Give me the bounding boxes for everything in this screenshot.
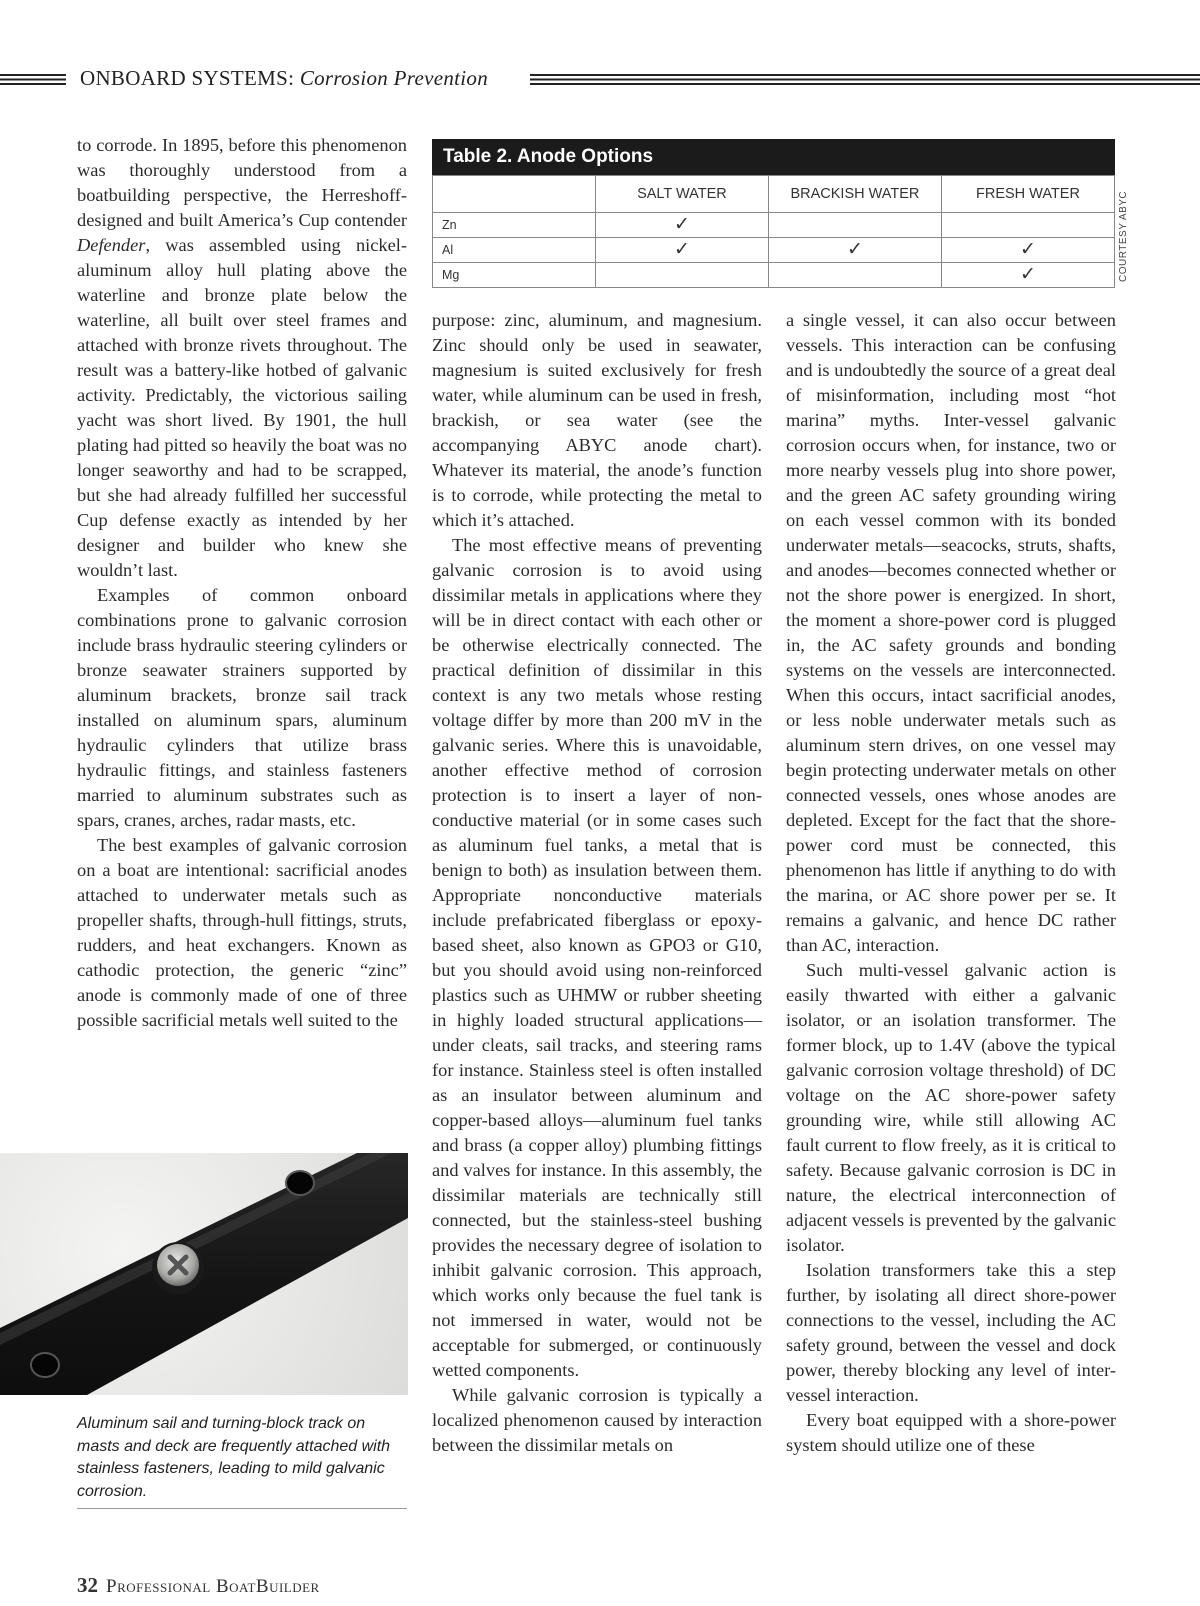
table-header-cell: BRACKISH WATER <box>768 176 941 213</box>
page-number: 32 <box>77 1573 98 1597</box>
photo-caption: Aluminum sail and turning-block track on masts and deck are frequently attached with stainless fasteners, leading to mild galvanic corrosion. <box>77 1415 391 1500</box>
table-row-label: Zn <box>433 213 596 238</box>
table-title: Table 2. Anode Options <box>432 139 1115 175</box>
check-cell: ✓ <box>768 238 941 263</box>
table-header-cell: SALT WATER <box>595 176 768 213</box>
boat-name: Defender <box>77 235 146 255</box>
header-rule-left <box>0 74 66 85</box>
track-body <box>0 1153 408 1395</box>
paragraph: a single vessel, it can also occur between vessels. This interaction can be confusing and is undoubtedly the source of a great deal of misinformation, including most “hot marina” myths. Inter-vessel galvanic corrosion occurs when, for instance, two or more nearby vessels plug into shore power, and the green AC safety grounding wiring on each vessel common with its bonded underwater metals—seacocks, struts, shafts, and anodes—becomes connected whether or not the shore power is energized. In short, the moment a shore-power cord is plugged in, the AC safety grounds and bonding systems on the vessels are interconnected. When this occurs, intact sacrificial anodes, or less noble underwater metals such as aluminum stern drives, on one vessel may begin protecting underwater metals on other connected vessels, ones whose anodes are depleted. Except for the fact that the shore-power cord must be connected, this phenomenon has little if anything to do with the marina, or AC shore power per se. It remains a galvanic, and hence DC rather than AC, interaction. <box>786 310 1116 955</box>
table-grid <box>432 175 1115 288</box>
paragraph: Isolation transformers take this a step further, by isolating all direct shore-power connections to the vessel, including the AC safety ground, between the vessel and dock power, thereby blocking any level of inter-vessel interaction. <box>786 1260 1116 1405</box>
magazine-name: Professional BoatBuilder <box>106 1576 320 1597</box>
paragraph: Such multi-vessel galvanic action is easily thwarted with either a galvanic isolator, or an isolation transformer. The former block, up to 1.4V (above the typical galvanic corrosion voltage threshold) of DC voltage on the AC shore-power safety grounding wire, while still allowing AC fault current to flow freely, as it is critical to safety. Because galvanic corrosion is DC in nature, the electrical interconnection of adjacent vessels is prevented by the galvanic isolator. <box>786 960 1116 1255</box>
paragraph: Examples of common onboard combinations prone to galvanic corrosion include brass hydraulic steering cylinders or bronze seawater strainers supported by aluminum brackets, bronze sail track installed on aluminum spars, aluminum hydraulic cylinders that utilize brass hydraulic fittings, and stainless fasteners married to aluminum substrates such as spars, cranes, arches, radar masts, etc. <box>77 585 407 830</box>
column-1 <box>77 133 407 1033</box>
header-section: ONBOARD SYSTEMS: <box>80 66 295 90</box>
table-row <box>433 263 1115 288</box>
paragraph: purpose: zinc, aluminum, and magnesium. Zinc should only be used in seawater, magnesium is suited exclusively for fresh water, while aluminum can be used in fresh, brackish, or sea water (see the accompanying ABYC anode chart). Whatever its material, the anode’s function is to corrode, while protecting the metal to which it’s attached. <box>432 310 762 530</box>
text-run: , was assembled using nickel-aluminum alloy hull plating above the waterline and bronze plate below the waterline, all built over steel frames and attached with bronze rivets throughout. The result was a battery-like hotbed of galvanic activity. Predictably, the victorious sailing yacht was short lived. By 1901, the hull plating had pitted so heavily the boat was no longer seaworthy and had to be scrapped, but she had already fulfilled her successful Cup defense exactly as intended by her designer and builder who knew she wouldn’t last. <box>77 235 407 580</box>
check-cell: ✓ <box>595 238 768 263</box>
check-cell: ✓ <box>941 263 1114 288</box>
table-row-label: Mg <box>433 263 596 288</box>
paragraph: While galvanic corrosion is typically a localized phenomenon caused by interaction between the dissimilar metals on <box>432 1385 762 1455</box>
table-header-cell <box>433 176 596 213</box>
running-header <box>0 64 1200 94</box>
header-rule-right <box>530 74 1200 85</box>
caption-rule <box>77 1508 407 1509</box>
check-cell: ✓ <box>595 213 768 238</box>
table-row <box>433 238 1115 263</box>
track-hole <box>31 1353 59 1377</box>
track-hole <box>286 1171 314 1195</box>
text-run: to corrode. In 1895, before this phenomenon was thoroughly understood from a boatbuilding perspective, the Herreshoff-designed and built America’s Cup contender <box>77 135 407 230</box>
anode-options-table <box>432 139 1115 288</box>
check-cell <box>941 213 1114 238</box>
table-header-row <box>433 176 1115 213</box>
check-cell <box>768 263 941 288</box>
table-header-cell: FRESH WATER <box>941 176 1114 213</box>
sail-track-photo <box>0 1153 408 1395</box>
table-row-label: Al <box>433 238 596 263</box>
paragraph: The best examples of galvanic corrosion on a boat are intentional: sacrificial anodes attached to underwater metals such as propeller shafts, through-hull fittings, struts, rudders, and heat exchangers. Known as cathodic protection, the generic “zinc” anode is commonly made of one of three possible sacrificial metals well suited to the <box>77 835 407 1030</box>
page-footer <box>77 1573 320 1598</box>
photo-credit: COURTESY ABYC <box>1118 190 1129 282</box>
sail-track-illustration <box>0 1153 408 1395</box>
check-cell <box>595 263 768 288</box>
table-row <box>433 213 1115 238</box>
check-cell: ✓ <box>941 238 1114 263</box>
paragraph <box>77 133 407 583</box>
header-title <box>80 66 488 91</box>
paragraph: The most effective means of preventing galvanic corrosion is to avoid using dissimilar metals in applications where they will be in direct contact with each other or be otherwise electrically connected. The practical definition of dissimilar in this context is any two metals whose resting voltage differ by more than 200 mV in the galvanic series. Where this is unavoidable, another effective method of corrosion protection is to insert a layer of non-conductive material (or in some cases such as aluminum fuel tanks, a metal that is benign to both) as insulation between them. Appropriate nonconductive materials include prefabricated fiberglass or epoxy-based sheet, also known as GPO3 or G10, but you should avoid using non-reinforced plastics such as UHMW or rubber sheeting in highly loaded structural applications—under cleats, sail tracks, and steering rams for instance. Stainless steel is often installed as an insulator between aluminum and copper-based alloys—aluminum fuel tanks and brass (a copper alloy) plumbing fittings and valves for instance. In this assembly, the dissimilar materials are technically still connected, but the stainless-steel bushing provides the necessary degree of isolation to inhibit galvanic corrosion. This approach, which works only because the fuel tank is not immersed in water, would not be acceptable for submerged, or continuously wetted components. <box>432 535 762 1380</box>
header-topic: Corrosion Prevention <box>299 66 489 90</box>
column-3 <box>786 308 1116 1458</box>
check-cell <box>768 213 941 238</box>
paragraph: Every boat equipped with a shore-power system should utilize one of these <box>786 1410 1116 1455</box>
column-2 <box>432 308 762 1458</box>
